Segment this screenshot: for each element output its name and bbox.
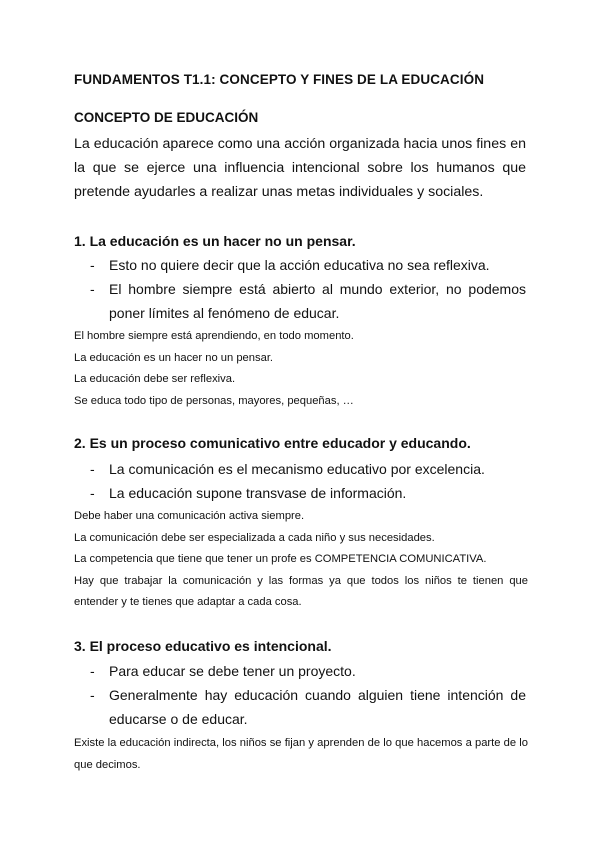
bullet-text: Para educar se debe tener un proyecto.	[109, 663, 356, 679]
section-1-heading: 1. La educación es un hacer no un pensar.	[74, 233, 356, 249]
intro-paragraph: La educación aparece como una acción organizada hacia unos fines en la que se ejerce una influencia intencional sobre los humanos que pretende ayudarles a realizar unas metas individuales y sociales.	[74, 136, 526, 200]
section-2-heading: 2. Es un proceso comunicativo entre educador y educando.	[74, 435, 471, 451]
note-line: Existe la educación indirecta, los niños se fijan y aprenden de lo que hacemos a parte de lo que decimos.	[74, 737, 528, 771]
bullet-text: Generalmente hay educación cuando alguien tiene intención de educarse o de educar.	[109, 687, 526, 727]
bullet-text: El hombre siempre está abierto al mundo exterior, no podemos poner límites al fenómeno de educar.	[109, 281, 526, 321]
note-line: La competencia que tiene que tener un profe es COMPETENCIA COMUNICATIVA.	[74, 553, 487, 565]
bullet-dash: -	[90, 485, 95, 501]
note-line: Hay que trabajar la comunicación y las formas ya que todos los niños te tienen que entender y te tienes que adaptar a cada cosa.	[74, 574, 528, 608]
section-2-notes	[74, 506, 528, 614]
section-3-heading: 3. El proceso educativo es intencional.	[74, 638, 332, 654]
bullet-dash: -	[90, 257, 95, 273]
section-2-bullets	[74, 457, 526, 505]
document-title: FUNDAMENTOS T1.1: CONCEPTO Y FINES DE LA EDUCACIÓN	[74, 72, 485, 87]
list-item	[74, 683, 526, 731]
list-item	[74, 253, 526, 277]
note-line: Se educa todo tipo de personas, mayores, pequeñas, …	[74, 394, 354, 407]
note-line: La educación debe ser reflexiva.	[74, 373, 236, 385]
list-item	[74, 659, 526, 683]
list-item	[74, 457, 526, 481]
note-line: La comunicación debe ser especializada a cada niño y sus necesidades.	[74, 531, 435, 544]
list-item	[74, 277, 526, 325]
section-1-bullets	[74, 253, 526, 325]
bullet-text: Esto no quiere decir que la acción educativa no sea reflexiva.	[109, 257, 490, 273]
note-line: El hombre siempre está aprendiendo, en todo momento.	[74, 330, 354, 342]
note-line: La educación es un hacer no un pensar.	[74, 351, 274, 364]
bullet-dash: -	[90, 281, 95, 297]
concept-heading: CONCEPTO DE EDUCACIÓN	[74, 110, 259, 125]
bullet-dash: -	[90, 461, 95, 477]
list-item	[74, 481, 526, 505]
section-3-bullets	[74, 659, 526, 731]
section-1-notes	[74, 326, 528, 412]
bullet-text: La educación supone transvase de información.	[109, 485, 407, 501]
bullet-text: La comunicación es el mecanismo educativo por excelencia.	[109, 461, 485, 477]
note-line: Debe haber una comunicación activa siempre.	[74, 510, 305, 522]
bullet-dash: -	[90, 687, 95, 703]
bullet-dash: -	[90, 663, 95, 679]
section-3-notes	[74, 733, 528, 776]
